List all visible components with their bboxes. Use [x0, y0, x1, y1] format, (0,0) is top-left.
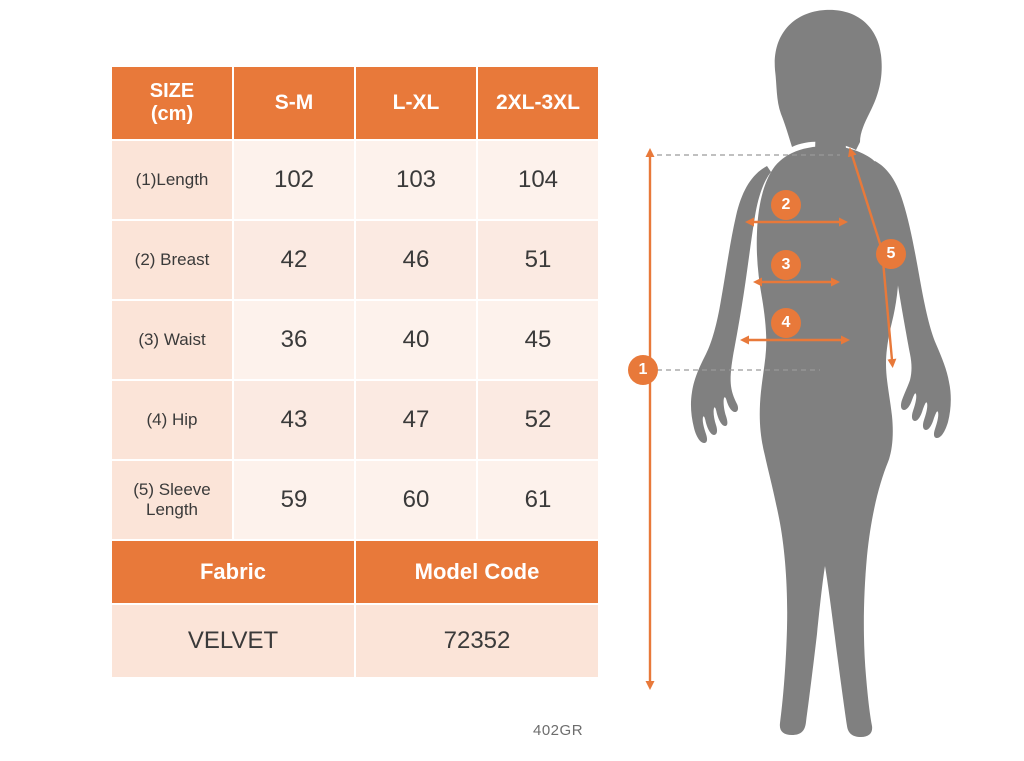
row-label-breast: (2) Breast: [111, 220, 233, 300]
header-size-line1: SIZE: [149, 80, 195, 102]
cell-sleeve-sm: 59: [233, 460, 355, 540]
measurement-figure: [620, 0, 1024, 761]
image-code-note: 402GR: [533, 722, 584, 739]
value-model-code: 72352: [355, 604, 599, 678]
header-fabric: Fabric: [111, 540, 355, 604]
cell-waist-lxl: 40: [355, 300, 477, 380]
figure-svg: [620, 0, 1024, 761]
header-size-unit: [111, 66, 233, 140]
row-label-waist: (3) Waist: [111, 300, 233, 380]
row-label-hip: (4) Hip: [111, 380, 233, 460]
header-size-2xl3xl: 2XL-3XL: [477, 66, 599, 140]
cell-hip-2xl3xl: 52: [477, 380, 599, 460]
header-size-sm: S-M: [233, 66, 355, 140]
cell-hip-sm: 43: [233, 380, 355, 460]
badge-4-hip: 4: [771, 308, 801, 338]
cell-waist-2xl3xl: 45: [477, 300, 599, 380]
table-footer-header-row: [111, 540, 599, 604]
table-row: [111, 380, 599, 460]
badge-2-breast: 2: [771, 190, 801, 220]
badge-5-sleeve-length: 5: [876, 239, 906, 269]
size-table: [110, 65, 600, 679]
cell-sleeve-2xl3xl: 61: [477, 460, 599, 540]
cell-length-sm: 102: [233, 140, 355, 220]
table-row: [111, 300, 599, 380]
header-model-code: Model Code: [355, 540, 599, 604]
cell-waist-sm: 36: [233, 300, 355, 380]
badge-1-length: 1: [628, 355, 658, 385]
row-label-length: (1)Length: [111, 140, 233, 220]
header-size-line2: (cm): [150, 103, 194, 125]
table-row: [111, 140, 599, 220]
cell-hip-lxl: 47: [355, 380, 477, 460]
cell-length-2xl3xl: 104: [477, 140, 599, 220]
cell-breast-2xl3xl: 51: [477, 220, 599, 300]
female-silhouette-icon: [691, 10, 951, 737]
header-size-lxl: L-XL: [355, 66, 477, 140]
value-fabric: VELVET: [111, 604, 355, 678]
table-footer-value-row: [111, 604, 599, 678]
cell-breast-lxl: 46: [355, 220, 477, 300]
table-row: [111, 460, 599, 540]
table-row: [111, 220, 599, 300]
row-label-sleeve-length: (5) Sleeve Length: [111, 460, 233, 540]
cell-sleeve-lxl: 60: [355, 460, 477, 540]
cell-length-lxl: 103: [355, 140, 477, 220]
size-table-container: [110, 65, 590, 679]
badge-3-waist: 3: [771, 250, 801, 280]
table-header-row: [111, 66, 599, 140]
cell-breast-sm: 42: [233, 220, 355, 300]
